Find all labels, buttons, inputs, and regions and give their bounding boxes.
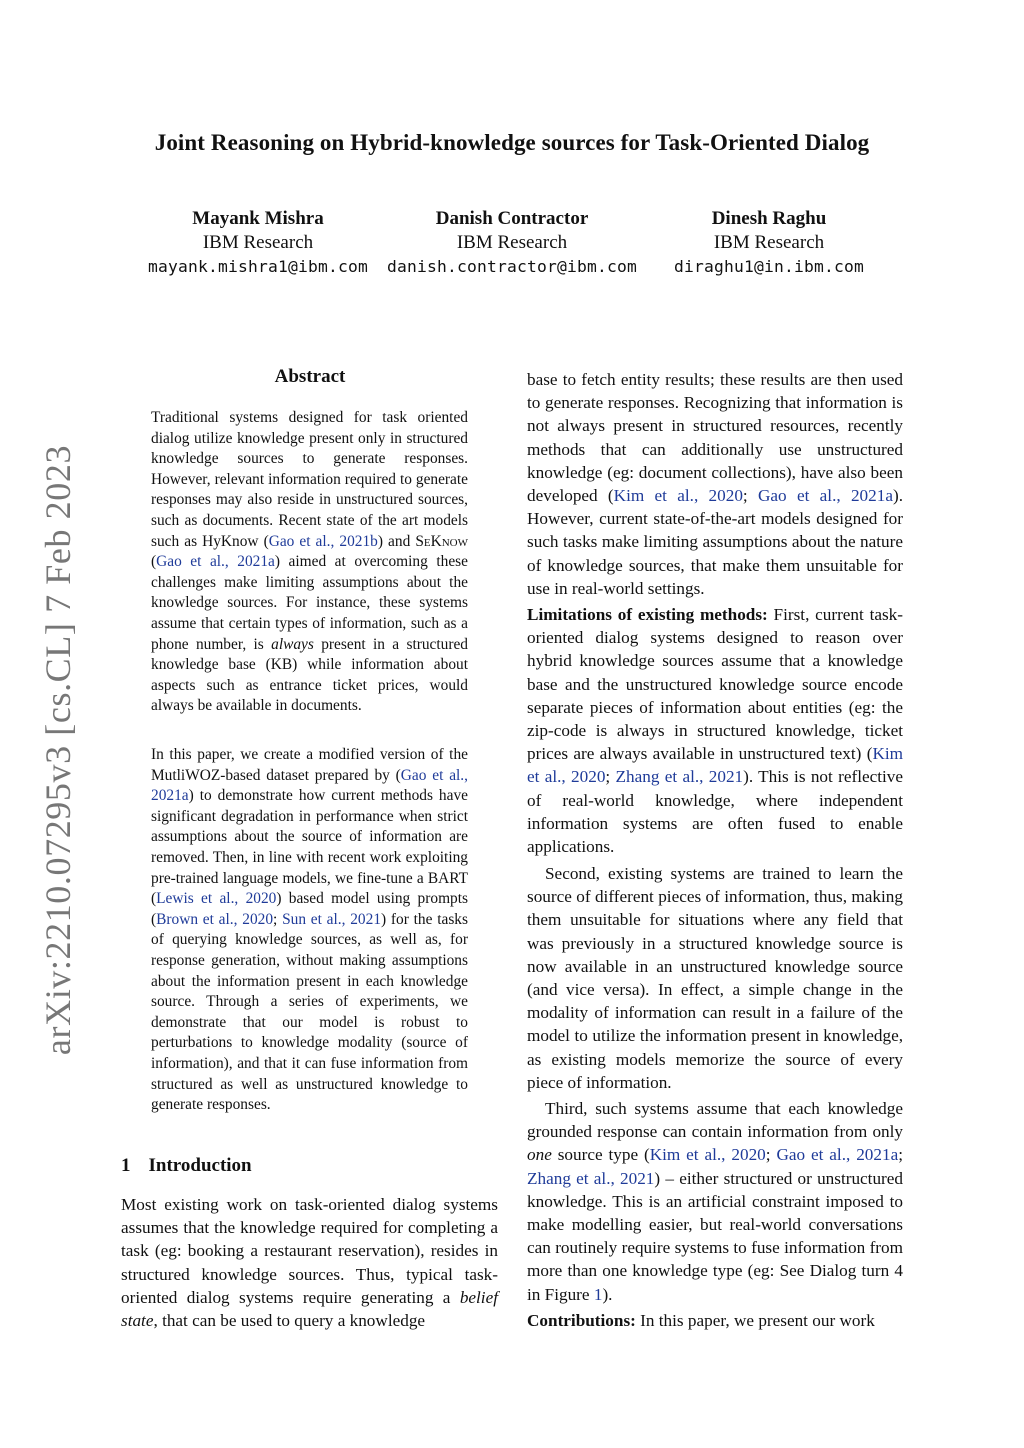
- author-block: [664, 207, 874, 279]
- author-name: Mayank Mishra: [192, 208, 324, 229]
- citation-link[interactable]: Kim et al., 2020: [649, 1145, 766, 1165]
- citation-link[interactable]: Zhang et al., 2021: [527, 1168, 655, 1188]
- author-email[interactable]: danish.contractor@ibm.com: [386, 257, 638, 276]
- section-title: Introduction: [148, 1155, 252, 1176]
- author-email[interactable]: mayank.mishra1@ibm.com: [147, 257, 369, 276]
- citation-link[interactable]: Zhang et al., 2021: [615, 767, 744, 787]
- citation-link[interactable]: Gao et al., 2021a: [758, 486, 893, 506]
- body-paragraph: Most existing work on task-oriented dialog systems assumes that the knowledge required for completing a task (eg: booking a restaurant reservation), resides in structured knowledge sources. Thus, typical task-oriented dialog systems require generating a belief state, that can be used to query a knowledge: [121, 1195, 498, 1331]
- paragraph-lead: Contributions:: [527, 1311, 636, 1330]
- model-name: SeKnow: [415, 532, 468, 550]
- section-number: 1: [121, 1155, 131, 1176]
- citation-link[interactable]: Gao et al., 2021a: [776, 1145, 899, 1165]
- paragraph-lead: Limitations of existing methods:: [527, 605, 768, 624]
- body-paragraph: Contributions: In this paper, we present our work: [527, 1311, 875, 1330]
- citation-link[interactable]: Brown et al., 2020: [156, 910, 274, 928]
- arxiv-watermark: arXiv:2210.07295v3 [cs.CL] 7 Feb 2023: [38, 444, 78, 1056]
- figure-link[interactable]: 1: [593, 1284, 603, 1304]
- citation-link[interactable]: Kim et al., 2020: [527, 744, 903, 787]
- abstract-paragraph: Traditional systems designed for task oriented dialog utilize knowledge present only in structured knowledge sources to generate responses. However, relevant information required to generate responses may also reside in unstructured sources, such as documents. Recent state of the art models such as HyKnow (Gao et al., 2021b) and SeKnow (Gao et al., 2021a) aimed at overcoming these challenges make limiting assumptions about the knowledge sources. For instance, these systems assume that certain types of information, such as a phone number, is always present in a structured knowledge base (KB) while information about aspects such as entrance ticket prices, would always be available in documents.: [151, 409, 468, 715]
- citation-link[interactable]: Kim et al., 2020: [613, 486, 743, 506]
- author-block: [136, 207, 380, 279]
- citation-link[interactable]: Gao et al., 2021a: [151, 766, 468, 805]
- citation-link[interactable]: Gao et al., 2021b: [268, 532, 378, 550]
- citation-link[interactable]: Gao et al., 2021a: [156, 553, 275, 571]
- author-block: [380, 207, 644, 279]
- author-affiliation: IBM Research: [202, 232, 314, 253]
- citation-link[interactable]: Lewis et al., 2020: [156, 890, 277, 908]
- abstract-heading: Abstract: [274, 366, 346, 387]
- author-name: Danish Contractor: [435, 208, 589, 229]
- author-affiliation: IBM Research: [713, 232, 825, 253]
- author-name: Dinesh Raghu: [711, 208, 827, 229]
- author-affiliation: IBM Research: [456, 232, 568, 253]
- abstract-paragraph: In this paper, we create a modified version of the MutliWOZ-based dataset prepared by (Gao et al., 2021a) to demonstrate how current methods have significant degradation in performance when strict assumptions about the source of information are removed. Then, in line with recent work exploiting pre-trained language models, we fine-tune a BART (Lewis et al., 2020) based model using prompts (Brown et al., 2020; Sun et al., 2021) for the tasks of querying knowledge sources, as well as, for response generation, without making assumptions about the information present in each knowledge source. Through a series of experiments, we demonstrate that our model is robust to perturbations to knowledge modality (source of information), and that it can fuse information from structured as well as unstructured knowledge to generate responses.: [151, 746, 468, 1114]
- body-paragraph: Limitations of existing methods: First, current task-oriented dialog systems designed to reason over hybrid knowledge sources assume that a knowledge base and the unstructured knowledge source encode separate pieces of information about entities (eg: the zip-code is always in structured knowledge, ticket prices are always available in unstructured text) (Kim et al., 2020; Zhang et al., 2021). This is not reflective of real-world knowledge, where independent information systems are often fused to enable applications.: [527, 605, 903, 857]
- citation-link[interactable]: Sun et al., 2021: [282, 910, 382, 928]
- body-paragraph: Second, existing systems are trained to learn the source of different pieces of information, thus, making them unsuitable for situations where any field that was previously in a structured knowledge source is now available in an unstructured knowledge source (and vice versa). In effect, a simple change in the modality of information can result in a failure of the model to utilize the information present in knowledge, as existing models memorize the source of every piece of information.: [527, 864, 903, 1092]
- paper-title: Joint Reasoning on Hybrid-knowledge sources for Task-Oriented Dialog: [154, 130, 870, 155]
- author-email[interactable]: diraghu1@in.ibm.com: [673, 257, 865, 276]
- body-paragraph: base to fetch entity results; these results are then used to generate responses. Recognizing that information is not always present in structured resources, recently methods that can additionally use unstructured knowledge (eg: document collections), have also been developed (Kim et al., 2020; Gao et al., 2021a). However, current state-of-the-art models designed for such tasks make limiting assumptions about the nature of knowledge sources, that make them unsuitable for use in real-world settings.: [527, 370, 904, 598]
- body-paragraph: Third, such systems assume that each knowledge grounded response can contain information from only one source type (Kim et al., 2020; Gao et al., 2021a; Zhang et al., 2021) – either structured or unstructured knowledge. This is an artificial constraint imposed to make modelling easier, but real-world conversations can routinely require systems to fuse information from more than one knowledge type (eg: See Dialog turn 4 in Figure 1).: [527, 1099, 903, 1304]
- section-heading: [121, 1155, 252, 1177]
